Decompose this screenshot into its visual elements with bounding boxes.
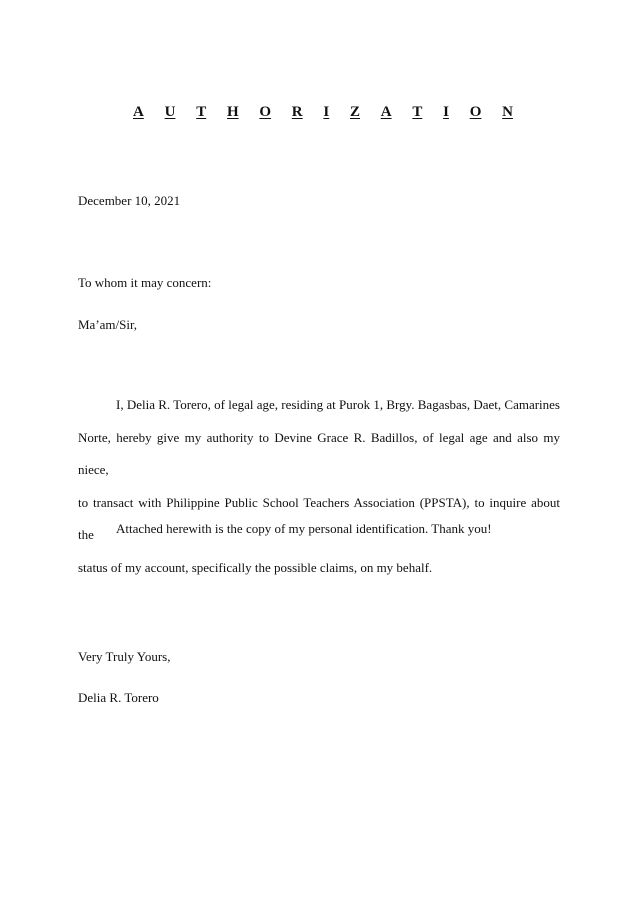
title-letter: O <box>469 104 482 120</box>
signature-name: Delia R. Torero <box>78 690 159 705</box>
salutation-address: Ma’am/Sir, <box>78 317 138 332</box>
title-letter: I <box>323 104 330 120</box>
paragraph-line: Attached herewith is the copy of my personal identification. Thank you! <box>116 521 492 536</box>
closing-line: Very Truly Yours, <box>78 649 171 664</box>
title-letter: T <box>196 104 207 120</box>
title-letter: I <box>443 104 449 120</box>
title-letter: U <box>164 104 176 120</box>
salutation-line: To whom it may concern: <box>78 275 212 290</box>
title-letter: A <box>133 104 144 120</box>
body-paragraph-attachment <box>78 513 560 546</box>
paragraph-line: I, Delia R. Torero, of legal age, residing at Purok 1, Brgy. Bagasbas, Daet, Camarines <box>116 397 560 412</box>
letter-date: December 10, 2021 <box>78 193 181 208</box>
body-paragraph-authorization <box>78 389 560 584</box>
paragraph-line: to transact with Philippine Public School Teachers Association (PPSTA), to inquire about the <box>78 494 560 542</box>
title-letter: T <box>412 104 423 120</box>
title-letter: Z <box>349 104 360 120</box>
title-letter: O <box>259 104 272 120</box>
title-letter: H <box>226 104 239 120</box>
title-letter: A <box>380 104 392 120</box>
title-letter: N <box>502 104 513 120</box>
title-letter: R <box>291 104 303 120</box>
paragraph-line: status of my account, specifically the possible claims, on my behalf. <box>78 559 433 575</box>
paragraph-line: Norte, hereby give my authority to Devine Grace R. Badillos, of legal age and also my niece, <box>78 429 560 477</box>
document-title <box>133 104 513 121</box>
